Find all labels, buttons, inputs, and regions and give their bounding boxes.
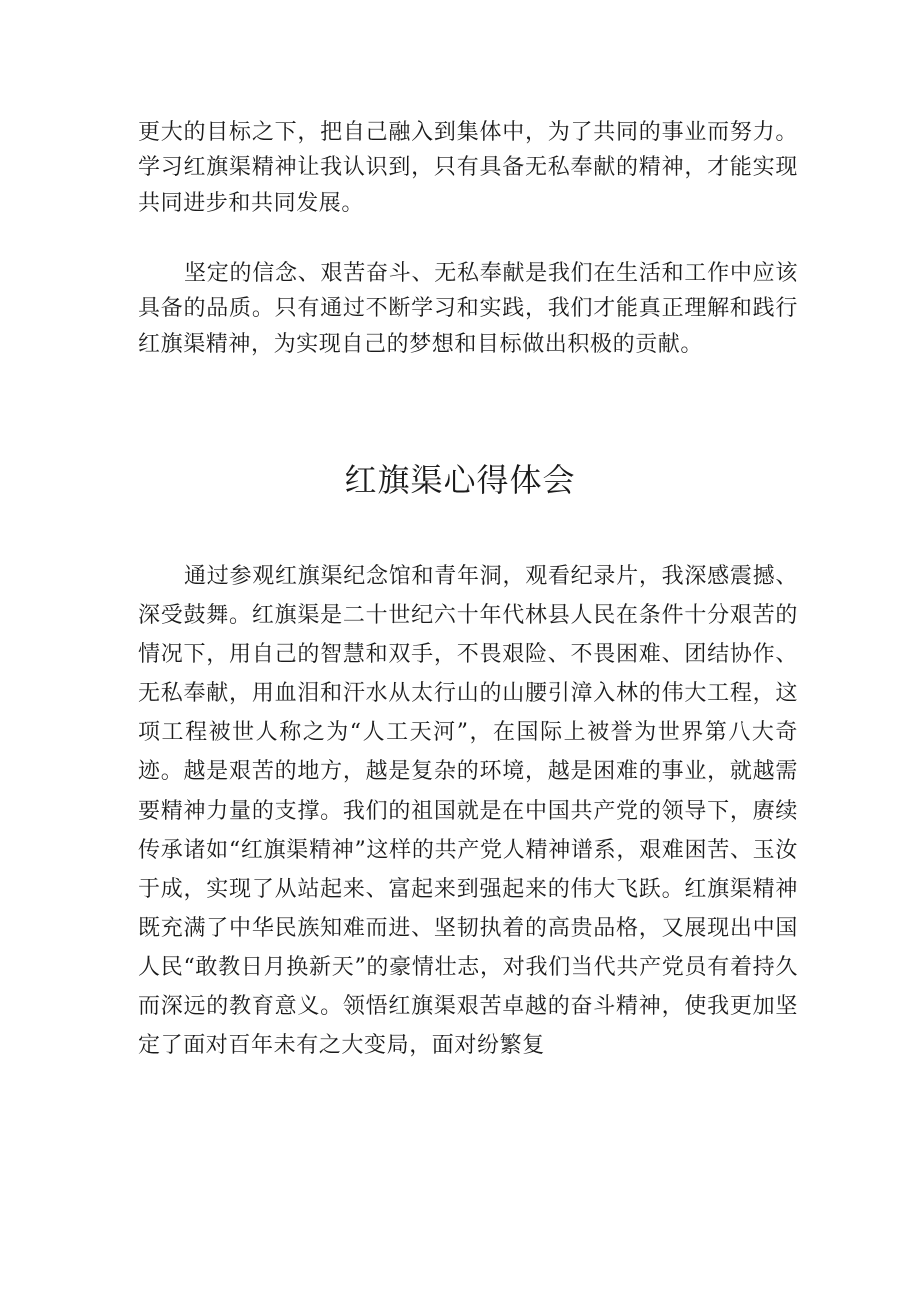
section-title: 红旗渠心得体会 [344,461,576,499]
paragraph-conclusion: 坚定的信念、艰苦奋斗、无私奉献是我们在生活和工作中应该具备的品质。只有通过不断学习和实践，我们才能真正理解和践行红旗渠精神，为实现自己的梦想和目标做出积极的贡献。 [138,261,798,357]
paragraph-body: 通过参观红旗渠纪念馆和青年洞，观看纪录片，我深感震撼、深受鼓舞。红旗渠是二十世纪六十年代林县人民在条件十分艰苦的情况下，用自己的智慧和双手，不畏艰险、不畏困难、团结协作、无私奉献，用血泪和汗水从太行山的山腰引漳入林的伟大工程，这项工程被世人称之为“人工天河”，在国际上被誉为世界第八大奇迹。越是艰苦的地方，越是复杂的环境，越是困难的事业，就越需要精神力量的支撑。我们的祖国就是在中国共产党的领导下，赓续传承诸如“红旗渠精神”这样的共产党人精神谱系，艰难困苦、玉汝于成，实现了从站起来、富起来到强起来的伟大飞跃。红旗渠精神既充满了中华民族知难而进、坚韧执着的高贵品格，又展现出中国人民“敢教日月换新天”的豪情壮志，对我们当代共产党员有着持久而深远的教育意义。领悟红旗渠艰苦卓越的奋斗精神，使我更加坚定了面对百年未有之大变局，面对纷繁复 [138,564,798,1059]
paragraph-continued: 更大的目标之下，把自己融入到集体中，为了共同的事业而努力。学习红旗渠精神让我认识到，只有具备无私奉献的精神，才能实现共同进步和共同发展。 [138,120,798,216]
